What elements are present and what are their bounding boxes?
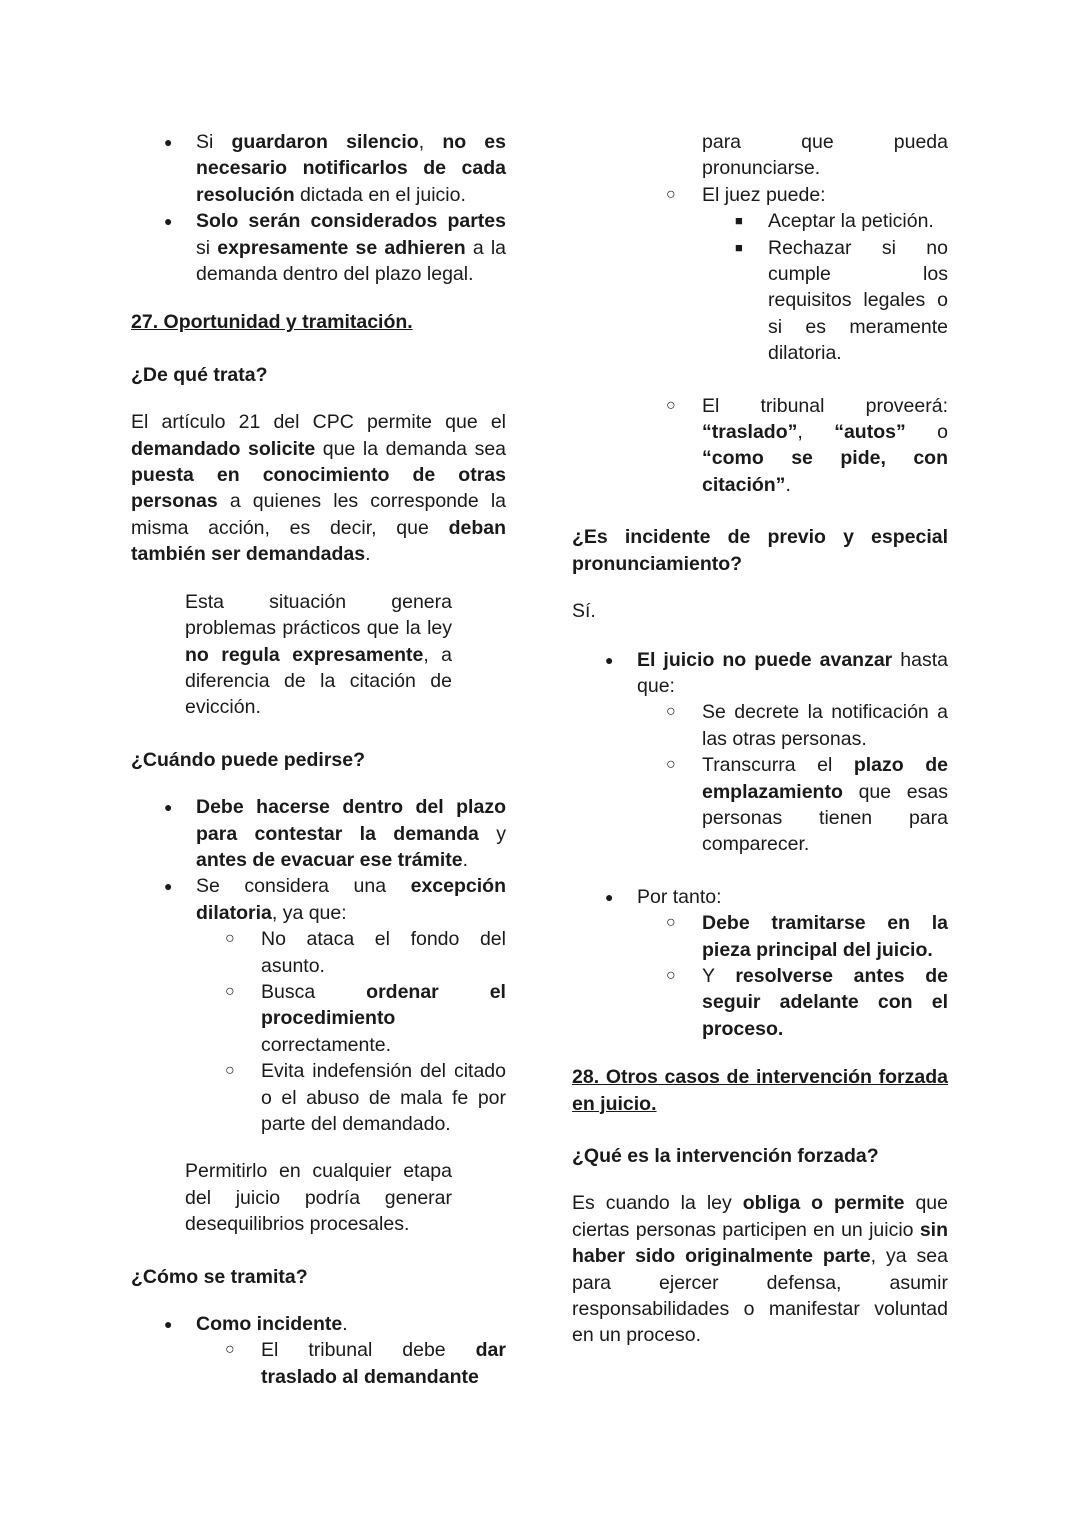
bullet-filled-icon: ●	[605, 651, 614, 668]
list-item	[164, 873, 506, 926]
bullet-square-icon: ■	[735, 239, 743, 255]
list-item-text: El juicio no puede avanzar hasta que:	[637, 648, 948, 697]
left-column	[131, 129, 506, 1390]
list-item-text: Como incidente.	[196, 1313, 348, 1336]
bullet-hollow-icon: ○	[225, 1062, 235, 1080]
sub-list-item	[225, 979, 506, 1058]
list-item-text: Solo serán considerados partes si expresamente se adhieren a la demanda dentro del plazo legal.	[196, 210, 506, 286]
sub-list-item-text: Se decrete la notificación a las otras personas.	[702, 701, 948, 750]
sub-list-item	[666, 182, 948, 208]
bullet-hollow-icon: ○	[666, 396, 676, 414]
sub-list-item-text: El tribunal proveerá: “traslado”, “autos” o “como se pide, con citación”.	[702, 394, 948, 496]
paragraph-que-es: Es cuando la ley obliga o permite que ciertas personas participen en un juicio sin haber sido originalmente parte, ya sea para ejercer defensa, asumir responsabilidades o manifestar voluntad en un proceso.	[572, 1192, 948, 1347]
bullet-hollow-icon: ○	[225, 1341, 235, 1359]
list-item	[164, 1311, 506, 1337]
sub-list-item	[666, 699, 948, 752]
option-text: Aceptar la petición.	[768, 210, 934, 233]
sub-list-item	[225, 1337, 506, 1390]
sub-list-item-text: Debe tramitarse en la pieza principal del juicio.	[702, 912, 948, 961]
bullet-hollow-icon: ○	[666, 756, 676, 774]
sub-list-item	[666, 963, 948, 1042]
sub-list-item	[666, 393, 948, 499]
question-heading-cuando: ¿Cuándo puede pedirse?	[131, 748, 366, 771]
sub-list-item-text: El tribunal debe dar traslado al demandante	[261, 1339, 506, 1388]
bullet-hollow-icon: ○	[225, 930, 235, 948]
bullet-square-icon: ■	[735, 213, 743, 229]
bullet-filled-icon: ●	[164, 134, 173, 150]
sub-list-item	[225, 1058, 506, 1137]
list-item-text: Por tanto:	[637, 885, 722, 908]
section-28-heading: 28. Otros casos de intervención forzada en juicio.	[572, 1066, 948, 1115]
bullet-hollow-icon: ○	[666, 914, 676, 932]
bullet-filled-icon: ●	[605, 888, 614, 905]
sub-list-item-text: Y resolverse antes de seguir adelante con el proceso.	[702, 964, 948, 1040]
sub-list-item	[225, 926, 506, 979]
question-heading-incidente: ¿Es incidente de previo y especial pronunciamiento?	[572, 526, 948, 575]
sub-sub-list-item	[735, 235, 948, 367]
list-item	[164, 208, 506, 287]
sub-list-item-text: El juez puede:	[702, 183, 826, 206]
answer-si: Sí.	[572, 600, 596, 623]
sub-list-item-text: Busca ordenar el procedimiento correctamente.	[261, 980, 506, 1056]
bullet-filled-icon: ●	[164, 213, 173, 230]
bullet-hollow-icon: ○	[666, 185, 676, 203]
paragraph-de-que-trata: El artículo 21 del CPC permite que el demandado solicite que la demanda sea puesta en conocimiento de otras personas a quienes les corresponde la misma acción, es decir, que deban también ser demandadas.	[131, 411, 507, 566]
bullet-hollow-icon: ○	[666, 966, 676, 984]
continued-text: para que pueda pronunciarse.	[702, 131, 948, 180]
list-item	[164, 794, 507, 873]
list-item-text: Se considera una excepción dilatoria, ya que:	[196, 875, 506, 924]
sub-list-item-text: Evita indefensión del citado o el abuso de mala fe por parte del demandado.	[261, 1060, 506, 1135]
question-heading-de-que-trata: ¿De qué trata?	[131, 363, 268, 386]
sub-list-item-continued	[702, 129, 948, 182]
bullet-filled-icon: ●	[164, 878, 173, 895]
list-item	[605, 647, 948, 700]
list-item-text: Debe hacerse dentro del plazo para contestar la demanda y antes de evacuar ese trámite.	[196, 796, 507, 871]
sub-list-item	[666, 752, 948, 858]
list-item	[605, 884, 948, 910]
indented-note: Permitirlo en cualquier etapa del juicio podría generar desequilibrios procesales.	[185, 1160, 452, 1236]
question-heading-como: ¿Cómo se tramita?	[131, 1265, 308, 1288]
option-text: Rechazar si no cumple los requisitos legales o si es meramente dilatoria.	[768, 236, 948, 365]
bullet-filled-icon: ●	[164, 1316, 173, 1333]
question-heading-que-es: ¿Qué es la intervención forzada?	[572, 1145, 879, 1167]
list-item-text: Si guardaron silencio, no es necesario notificarlos de cada resolución dictada en el juicio.	[196, 131, 506, 206]
bullet-hollow-icon: ○	[666, 703, 676, 721]
right-column	[572, 129, 948, 1349]
sub-sub-list-item	[735, 208, 948, 234]
bullet-hollow-icon: ○	[225, 982, 235, 1000]
sub-list-item-text: No ataca el fondo del asunto.	[261, 928, 506, 977]
section-27-heading: 27. Oportunidad y tramitación.	[131, 311, 413, 334]
bullet-filled-icon: ●	[164, 799, 173, 816]
sub-list-item	[666, 910, 948, 963]
list-item	[164, 129, 506, 208]
sub-list-item-text: Transcurra el plazo de emplazamiento que esas personas tienen para comparecer.	[702, 754, 948, 856]
indented-note: Esta situación genera problemas prácticos que la ley no regula expresamente, a diferencia de la citación de evicción.	[185, 590, 452, 719]
